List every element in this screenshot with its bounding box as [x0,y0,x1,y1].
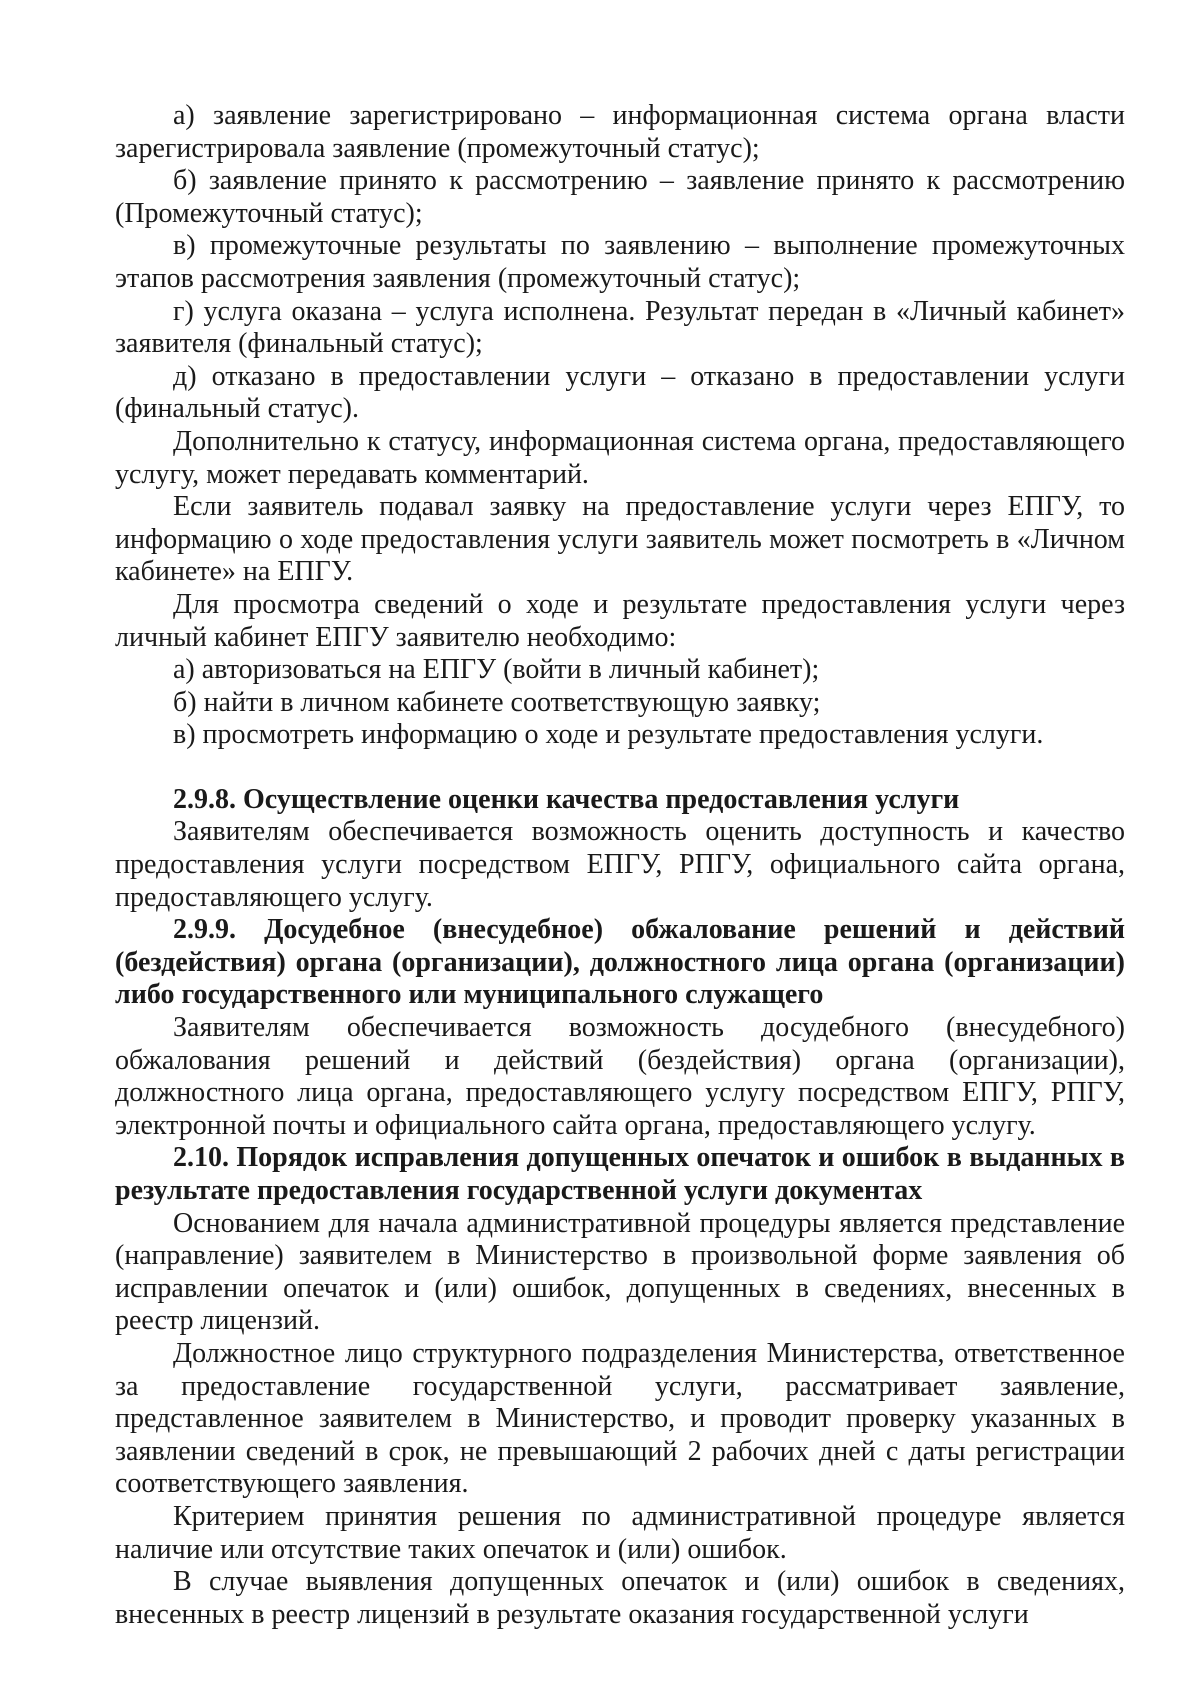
section-gap [115,752,1125,784]
step-find-application: б) найти в личном кабинете соответствующую заявку; [173,686,821,718]
epgu-paragraph: Если заявитель подавал заявку на предоставление услуги через ЕПГУ, то информацию о ходе предоставления услуги заявитель может посмотреть в «Личном кабинете» на ЕПГУ. [115,491,1125,588]
section-210-paragraph: Критерием принятия решения по административной процедуре является наличие или отсутствие таких опечаток и (или) ошибок. [115,1500,1125,1565]
status-item-completed: г) услуга оказана – услуга исполнена. Результат передан в «Личный кабинет» заявителя (финальный статус); [115,295,1125,360]
status-item-refused: д) отказано в предоставлении услуги – отказано в предоставлении услуги (финальный статус). [115,360,1125,425]
status-item-intermediate: в) промежуточные результаты по заявлению – выполнение промежуточных этапов рассмотрения заявления (промежуточный статус); [115,230,1125,294]
section-210-heading: 2.10. Порядок исправления допущенных опечаток и ошибок в выданных в результате предоставления государственной услуги документах [115,1142,1125,1206]
comment-paragraph: Дополнительно к статусу, информационная система органа, предоставляющего услугу, может передавать комментарий. [115,425,1125,490]
section-299-text: Заявителям обеспечивается возможность досудебного (внесудебного) обжалования решений и действий (бездействия) органа (организации), должностного лица органа, предоставляющего услугу посредством ЕПГУ, РПГУ, электронной почты и официального сайта органа, предоставляющего услугу. [115,1012,1125,1141]
status-item-accepted: б) заявление принято к рассмотрению – заявление принято к рассмотрению (Промежуточный статус); [115,165,1125,229]
step-authorize: а) авторизоваться на ЕПГУ (войти в личный кабинет); [173,654,820,686]
status-item-registered: а) заявление зарегистрировано – информационная система органа власти зарегистрировала заявление (промежуточный статус); [115,100,1125,164]
section-298-heading: 2.9.8. Осуществление оценки качества предоставления услуги [173,783,960,815]
section-298-text: Заявителям обеспечивается возможность оценить доступность и качество предоставления услуги посредством ЕПГУ, РПГУ, официального сайта органа, предоставляющего услугу. [115,816,1125,913]
section-210-paragraph: Основанием для начала административной процедуры является представление (направление) заявителем в Министерство в произвольной форме заявления об исправлении опечаток и (или) ошибок, допущенных в сведениях, внесенных в реестр лицензий. [115,1207,1125,1337]
step-view-info: в) просмотреть информацию о ходе и результате предоставления услуги. [173,719,1044,751]
view-info-paragraph: Для просмотра сведений о ходе и результате предоставления услуги через личный кабинет ЕПГУ заявителю необходимо: [115,588,1125,653]
section-210-paragraph: Должностное лицо структурного подразделения Министерства, ответственное за предоставление государственной услуги, рассматривает заявление, представленное заявителем в Министерство, и проводит проверку указанных в заявлении сведений в срок, не превышающий 2 рабочих дней с даты регистрации соответствующего заявления. [115,1337,1125,1500]
section-299-heading: 2.9.9. Досудебное (внесудебное) обжалование решений и действий (бездействия) органа (организации), должностного лица органа (организации) либо государственного или муниципального служащего [115,914,1125,1011]
document-body [115,100,1125,1631]
section-210-paragraph: В случае выявления допущенных опечаток и (или) ошибок в сведениях, внесенных в реестр лицензий в результате оказания государственной услуги [115,1566,1125,1630]
